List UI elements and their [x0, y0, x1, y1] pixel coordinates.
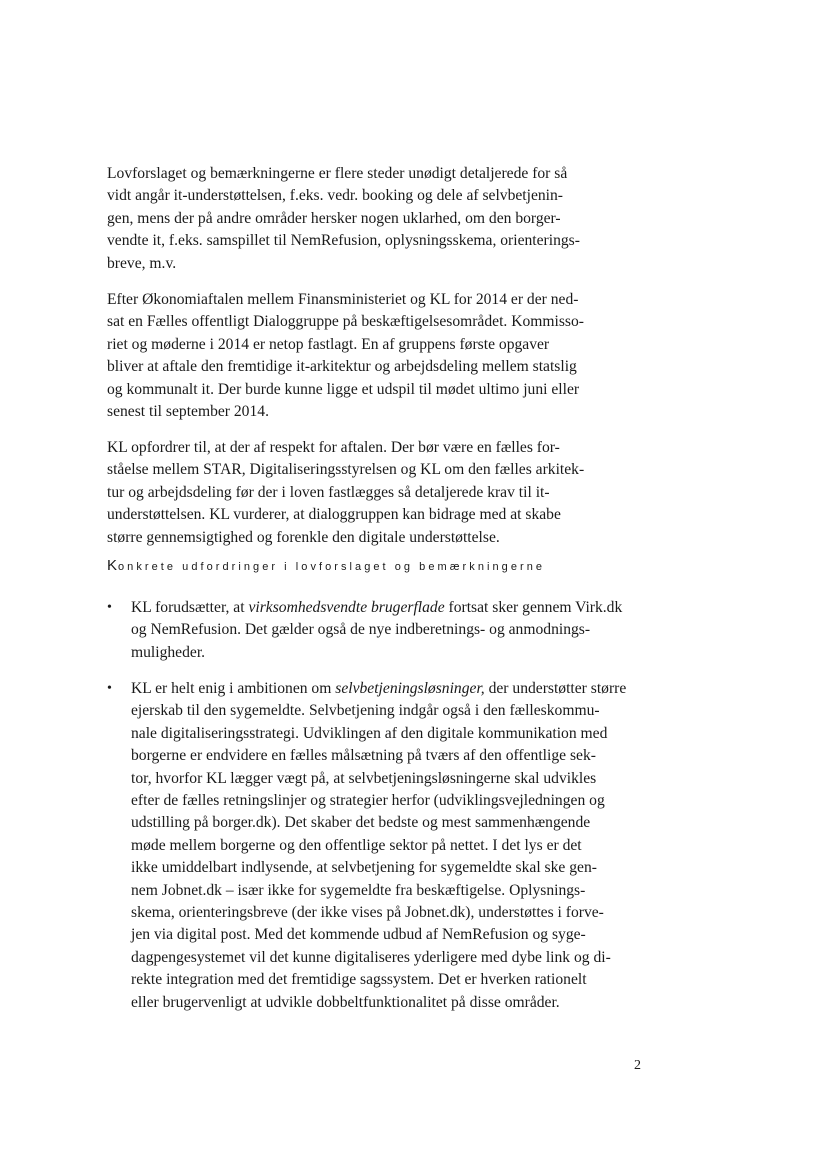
text-line: tur og arbejdsdeling før der i loven fastlægges så detaljerede krav til it- [107, 483, 550, 501]
bullet-body [131, 597, 622, 664]
bullet-body [131, 678, 626, 1014]
text-line: gen, mens der på andre områder hersker nogen uklarhed, om den borger- [107, 209, 561, 227]
section-heading [107, 557, 545, 574]
text-line: nale digitaliseringsstrategi. Udviklingen af den digitale kommunikation med [131, 724, 608, 742]
text-line: breve, m.v. [107, 254, 177, 272]
text-line: eller brugervenligt at udvikle dobbeltfunktionalitet på disse områder. [131, 993, 560, 1011]
section-heading-initial: K [107, 557, 119, 574]
section-heading-text: onkrete udfordringer i lovforslaget og bemærkningerne [118, 561, 546, 573]
text-line: jen via digital post. Med det kommende udbud af NemRefusion og syge- [131, 926, 586, 944]
text-segment: KL forudsætter, at [131, 599, 249, 616]
text-line [131, 597, 622, 619]
text-line: KL opfordrer til, at der af respekt for aftalen. Der bør være en fælles for- [107, 439, 560, 456]
bullet-icon: • [107, 600, 112, 615]
text-line: og NemRefusion. Det gælder også de nye indberetnings- og anmodnings- [131, 621, 591, 639]
text-line: nem Jobnet.dk – især ikke for sygemeldte fra beskæftigelse. Oplysnings- [131, 881, 586, 899]
text-line: ejerskab til den sygemeldte. Selvbetjening indgår også i den fælleskommu- [131, 702, 600, 720]
paragraph-1 [107, 163, 597, 275]
text-segment: fortsat sker gennem Virk.dk [444, 599, 623, 616]
text-line: skema, orienteringsbreve (der ikke vises på Jobnet.dk), understøttes i forve- [131, 904, 604, 922]
bullet-icon: • [107, 681, 112, 696]
paragraph-2 [107, 289, 597, 423]
emphasis-text: selvbetjeningsløsninger, [335, 680, 485, 697]
text-segment: KL er helt enig i ambitionen om [131, 680, 336, 697]
text-line: større gennemsigtighed og forenkle den digitale understøttelse. [107, 528, 500, 546]
text-line: Lovforslaget og bemærkningerne er flere steder unødigt detaljerede for så [107, 165, 568, 182]
text-line: muligheder. [131, 643, 206, 661]
page-number: 2 [634, 1058, 641, 1073]
text-line: ståelse mellem STAR, Digitaliseringsstyrelsen og KL om den fælles arkitek- [107, 461, 585, 479]
text-line: senest til september 2014. [107, 403, 269, 421]
text-line: sat en Fælles offentligt Dialoggruppe på beskæftigelsesområdet. Kommisso- [107, 313, 584, 331]
text-line: og kommunalt it. Der burde kunne ligge et udspil til mødet ultimo juni eller [107, 380, 580, 398]
emphasis-text: virksomhedsvendte brugerflade [248, 599, 445, 616]
text-line: tor, hvorfor KL lægger vægt på, at selvbetjeningsløsningerne skal udvikles [131, 769, 597, 787]
text-line: ikke umiddelbart indlysende, at selvbetjening for sygemeldte skal ske gen- [131, 859, 597, 877]
text-line: Efter Økonomiaftalen mellem Finansministeriet og KL for 2014 er der ned- [107, 291, 579, 308]
text-line: understøttelsen. KL vurderer, at dialoggruppen kan bidrage med at skabe [107, 506, 561, 524]
text-line: vidt angår it-understøttelsen, f.eks. vedr. booking og dele af selvbetjenin- [107, 187, 563, 205]
text-line: vendte it, f.eks. samspillet til NemRefusion, oplysningsskema, orienterings- [107, 232, 580, 250]
text-segment: der understøtter større [484, 680, 627, 697]
text-line: dagpengesystemet vil det kunne digitaliseres yderligere med dybe link og di- [131, 948, 611, 966]
text-line: udstilling på borger.dk). Det skaber det bedste og mest sammenhængende [131, 814, 591, 832]
text-line: riet og møderne i 2014 er netop fastlagt. En af gruppens første opgaver [107, 335, 550, 353]
text-line: efter de fælles retningslinjer og strategier herfor (udviklingsvejledningen og [131, 792, 605, 810]
text-line: bliver at aftale den fremtidige it-arkitektur og arbejdsdeling mellem statslig [107, 358, 577, 376]
text-line: rekte integration med det fremtidige sagssystem. Det er hverken rationelt [131, 971, 587, 989]
text-line: borgerne er endvidere en fælles målsætning på tværs af den offentlige sek- [131, 747, 596, 765]
text-line [131, 678, 626, 700]
text-line: møde mellem borgerne og den offentlige sektor på nettet. I det lys er det [131, 836, 582, 854]
paragraph-3 [107, 437, 597, 549]
